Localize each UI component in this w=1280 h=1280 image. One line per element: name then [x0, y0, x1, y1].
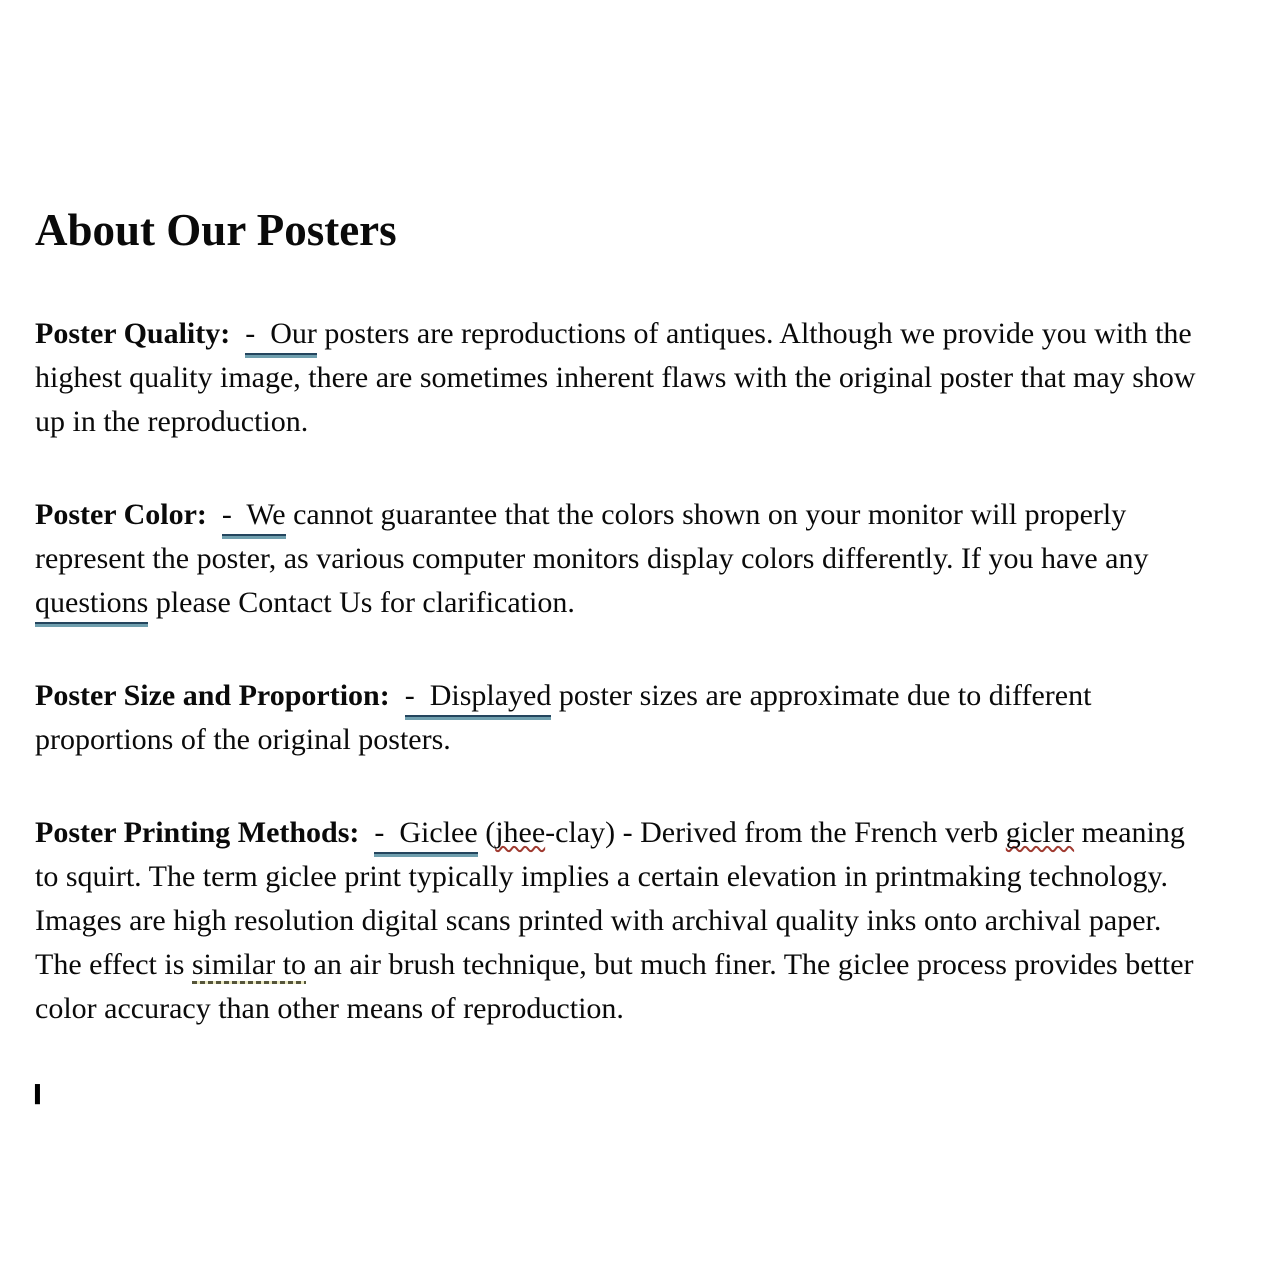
body-text: posters are reproductions of antiques. Although we provide you with the highest quality image, there are sometimes inherent flaws with the original poster that may show up in the reproduction.	[35, 316, 1204, 438]
body-text: an air brush technique, but much finer. The giclee process provides better color accuracy than other means of reproduction.	[35, 947, 1202, 1025]
section-heading-poster-size: Poster Size and Proportion:	[35, 678, 390, 712]
link-displayed[interactable]: - Displayed	[405, 678, 552, 717]
link-questions[interactable]: questions	[35, 585, 148, 624]
grammar-flagged-phrase: similar to	[192, 947, 306, 984]
body-text: cannot guarantee that the colors shown on your monitor will properly represent the poster, as various computer monitors display colors differently. If you have any	[35, 497, 1156, 575]
paragraph-poster-printing	[35, 811, 1210, 1031]
body-text: -clay) - Derived from the French verb	[545, 815, 1006, 849]
body-text: (	[477, 815, 496, 849]
body-text: poster sizes are approximate due to different proportions of the original posters.	[35, 678, 1099, 756]
text-cursor-mark: ▍	[35, 1084, 49, 1105]
misspelled-word-jhee: jhee	[495, 815, 546, 849]
paragraph-poster-size	[35, 674, 1210, 762]
page-title: About Our Posters	[35, 205, 397, 255]
body-text: please Contact Us for clarification.	[148, 585, 575, 619]
section-heading-poster-quality: Poster Quality:	[35, 316, 231, 350]
misspelled-word-gicler: gicler	[1005, 815, 1075, 849]
section-heading-poster-color: Poster Color:	[35, 497, 207, 531]
paragraph-poster-color	[35, 493, 1210, 625]
link-our[interactable]: - Our	[245, 316, 317, 355]
body-text: meaning to squirt. The term giclee print typically implies a certain elevation in printmaking technology. Images are high resolution digital scans printed with archival quality inks onto archival paper. The effect is	[35, 815, 1193, 981]
paragraph-poster-quality	[35, 312, 1210, 444]
link-giclee[interactable]: - Giclee	[374, 815, 477, 854]
section-heading-poster-printing: Poster Printing Methods:	[35, 815, 360, 849]
link-we[interactable]: - We	[222, 497, 286, 536]
